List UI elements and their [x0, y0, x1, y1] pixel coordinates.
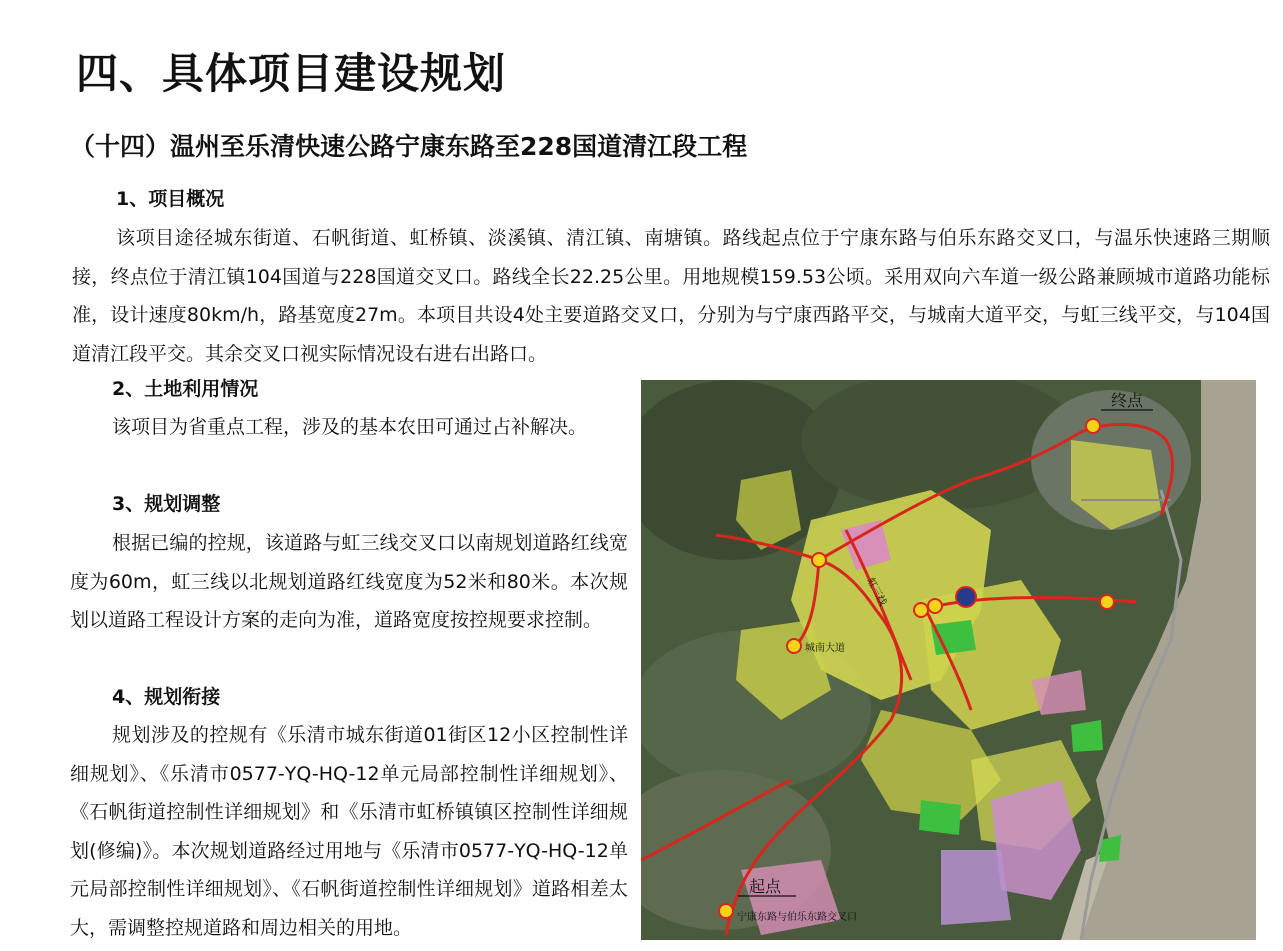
start-label: 起点	[749, 877, 782, 896]
planned-green-zone	[919, 800, 961, 835]
interchange-hub-marker	[956, 587, 976, 607]
project-subtitle: （十四）温州至乐清快速公路宁康东路至228国道清江段工程	[70, 132, 748, 161]
junction-marker-start	[719, 904, 733, 918]
junction-marker	[787, 639, 801, 653]
junction-marker	[914, 603, 928, 617]
hongsan-road-label: 虹三线	[864, 576, 889, 608]
junction-marker	[928, 599, 942, 613]
section-heading-land-use: 2、土地利用情况	[112, 378, 259, 400]
route-map-svg	[641, 380, 1256, 940]
section-body-overview: 该项目途径城东街道、石帆街道、虹桥镇、淡溪镇、清江镇、南塘镇。路线起点位于宁康东路与伯乐东路交叉口，与温乐快速路三期顺接，终点位于清江镇104国道与228国道交叉口。路线全长22.25公里。用地规模159.53公顷。采用双向六车道一级公路兼顾城市道路功能标准，设计速度80km/h，路基宽度27m。本项目共设4处主要道路交叉口，分别为与宁康西路平交，与城南大道平交，与虹三线平交，与104国道清江段平交。其余交叉口视实际情况设右进右出路口。	[72, 227, 1270, 365]
section-body-plan-adjust: 根据已编的控规，该道路与虹三线交叉口以南规划道路红线宽度为60m，虹三线以北规划道路红线宽度为52米和80米。本次规划以道路工程设计方案的走向为准，道路宽度按控规要求控制。	[70, 532, 628, 631]
section-body-plan-link: 规划涉及的控规有《乐清市城东街道01街区12小区控制性详细规划》、《乐清市0577-YQ-HQ-12单元局部控制性详细规划》、《石帆街道控制性详细规划》和《乐清市虹桥镇镇区控制性详细规划(修编)》。本次规划道路经过用地与《乐清市0577-YQ-HQ-12单元局部控制性详细规划》、《石帆街道控制性详细规划》道路相差太大，需调整控规道路和周边相关的用地。	[70, 724, 628, 939]
junction-marker	[1100, 595, 1114, 609]
start-road-label: 宁康东路与伯乐东路交叉口	[737, 912, 857, 923]
junction-marker-end	[1086, 419, 1100, 433]
junction-marker	[812, 553, 826, 567]
route-map	[641, 380, 1256, 940]
section-heading-plan-link: 4、规划衔接	[112, 686, 221, 708]
section-body-land-use: 该项目为省重点工程，涉及的基本农田可通过占补解决。	[112, 416, 588, 438]
planned-green-zone	[931, 620, 976, 655]
section-heading-overview: 1、项目概况	[116, 188, 225, 210]
page-title: 四、具体项目建设规划	[76, 49, 507, 98]
section-heading-plan-adjust: 3、规划调整	[112, 493, 221, 515]
planned-green-zone	[1071, 720, 1103, 752]
chengnan-road-label: 城南大道	[805, 643, 845, 654]
planned-industrial-zone	[941, 850, 1011, 925]
end-label: 终点	[1111, 391, 1144, 410]
